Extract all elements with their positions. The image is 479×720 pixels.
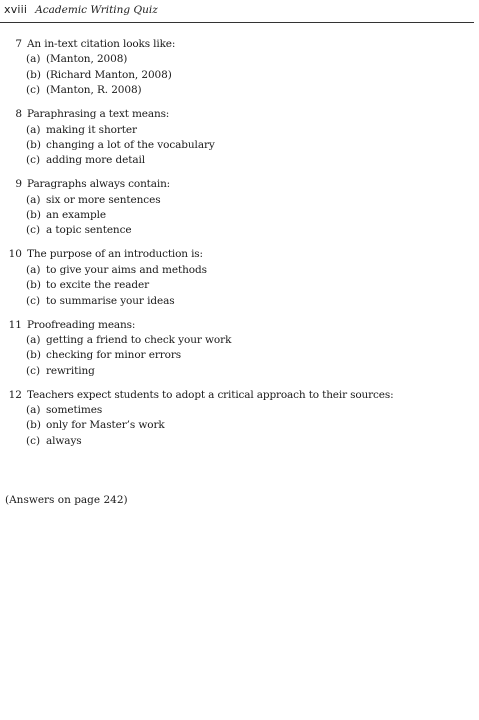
- option-label: (c): [26, 364, 41, 377]
- question-number: 12: [8, 388, 22, 401]
- question-7: [0, 37, 475, 99]
- option-label: (b): [26, 68, 41, 81]
- question-number: 9: [15, 178, 22, 191]
- option-text: checking for minor errors: [46, 349, 182, 362]
- option-c: [0, 434, 475, 449]
- option-label: (a): [26, 53, 41, 66]
- option-b: [0, 278, 475, 293]
- quiz-questions: [0, 37, 475, 458]
- option-text: to excite the reader: [46, 279, 150, 292]
- question-stem: [0, 37, 475, 52]
- option-text: (Richard Manton, 2008): [46, 68, 172, 81]
- option-a: [0, 52, 475, 67]
- option-text: six or more sentences: [46, 193, 161, 206]
- option-c: [0, 153, 475, 168]
- option-c: [0, 294, 475, 309]
- option-text: rewriting: [46, 364, 95, 377]
- option-text: adding more detail: [46, 154, 146, 167]
- option-text: (Manton, R. 2008): [46, 84, 142, 97]
- option-text: an example: [46, 209, 107, 222]
- option-label: (c): [26, 154, 41, 167]
- page-header: [4, 3, 158, 19]
- option-label: (c): [26, 434, 41, 447]
- option-text: to summarise your ideas: [46, 294, 175, 307]
- question-text: Paragraphs always contain:: [27, 178, 171, 191]
- option-b: [0, 68, 475, 83]
- option-text: always: [46, 434, 82, 447]
- option-label: (a): [26, 333, 41, 346]
- question-number: 7: [15, 38, 22, 50]
- question-number: 10: [8, 248, 22, 261]
- question-stem: [0, 247, 475, 262]
- answers-reference: (Answers on page 242): [5, 494, 128, 506]
- option-a: [0, 263, 475, 278]
- option-text: to give your aims and methods: [46, 263, 207, 276]
- option-label: (a): [26, 263, 41, 276]
- option-label: (a): [26, 123, 41, 136]
- question-stem: [0, 107, 475, 122]
- question-number: 11: [8, 318, 22, 331]
- option-label: (b): [26, 279, 41, 292]
- option-label: (b): [26, 138, 41, 151]
- question-12: [0, 388, 475, 450]
- option-a: [0, 333, 475, 348]
- question-stem: [0, 388, 475, 403]
- option-label: (a): [26, 193, 41, 206]
- question-10: [0, 247, 475, 309]
- question-11: [0, 318, 475, 380]
- option-label: (c): [26, 224, 41, 237]
- question-text: Proofreading means:: [27, 318, 136, 331]
- question-text: The purpose of an introduction is:: [27, 248, 203, 261]
- option-text: changing a lot of the vocabulary: [46, 138, 215, 151]
- question-text: Teachers expect students to adopt a critical approach to their sources:: [27, 388, 394, 401]
- question-8: [0, 107, 475, 169]
- option-a: [0, 403, 475, 418]
- option-c: [0, 83, 475, 98]
- option-c: [0, 223, 475, 238]
- option-b: [0, 348, 475, 363]
- option-label: (a): [26, 404, 41, 417]
- option-text: a topic sentence: [46, 224, 132, 237]
- option-text: sometimes: [46, 404, 103, 417]
- option-label: (c): [26, 84, 41, 97]
- option-text: getting a friend to check your work: [46, 333, 232, 346]
- option-text: (Manton, 2008): [46, 53, 128, 66]
- option-b: [0, 418, 475, 433]
- question-stem: [0, 177, 475, 192]
- question-number: 8: [15, 108, 22, 121]
- option-b: [0, 208, 475, 223]
- option-label: (b): [26, 419, 41, 432]
- question-text: An in-text citation looks like:: [27, 38, 176, 50]
- option-text: only for Master’s work: [46, 419, 165, 432]
- running-head: Academic Writing Quiz: [35, 4, 158, 16]
- option-label: (c): [26, 294, 41, 307]
- question-9: [0, 177, 475, 239]
- question-text: Paraphrasing a text means:: [27, 108, 170, 121]
- option-label: (b): [26, 349, 41, 362]
- page-number: xviii: [4, 3, 28, 16]
- option-b: [0, 138, 475, 153]
- option-a: [0, 123, 475, 138]
- option-a: [0, 193, 475, 208]
- header-rule: [0, 22, 474, 23]
- option-text: making it shorter: [46, 123, 137, 136]
- option-c: [0, 364, 475, 379]
- question-stem: [0, 318, 475, 333]
- option-label: (b): [26, 209, 41, 222]
